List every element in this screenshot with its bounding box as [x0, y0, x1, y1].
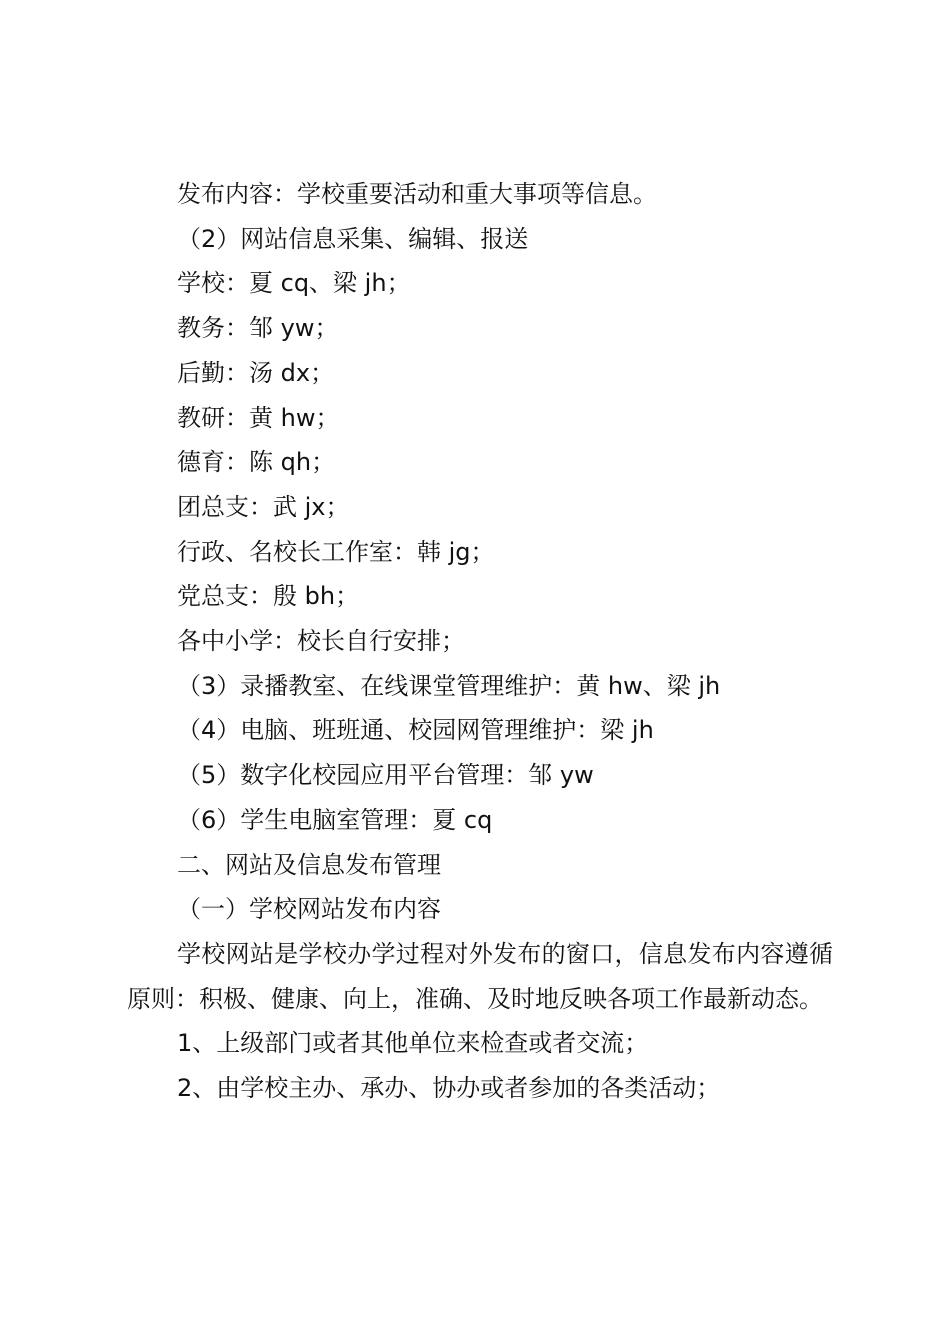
staff-academic-line: 教务：邹 yw； [177, 314, 339, 343]
staff-research-line: 教研：黄 hw； [177, 403, 340, 432]
section-6-line: （6）学生电脑室管理：夏 cq [177, 805, 493, 834]
section-2-heading: （2）网站信息采集、编辑、报送 [177, 224, 529, 253]
staff-schools-line: 各中小学：校长自行安排； [177, 627, 465, 656]
chapter-2-heading: 二、网站及信息发布管理 [177, 850, 441, 879]
document-body [127, 172, 833, 1111]
list-item-1: 1、上级部门或者其他单位来检查或者交流； [177, 1029, 649, 1058]
staff-moral-line: 德育：陈 qh； [177, 448, 336, 477]
staff-logistics-line: 后勤：汤 dx； [177, 358, 335, 387]
staff-party-line: 党总支：殷 bh； [177, 582, 360, 611]
publish-content-line: 发布内容：学校重要活动和重大事项等信息。 [177, 180, 657, 208]
staff-league-line: 团总支：武 jx； [177, 492, 350, 521]
section-5-line: （5）数字化校园应用平台管理：邹 yw [177, 761, 594, 790]
staff-school-line: 学校：夏 cq、梁 jh； [177, 269, 411, 298]
staff-admin-line: 行政、名校长工作室：韩 jg； [177, 537, 495, 566]
section-4-line: （4）电脑、班班通、校园网管理维护：梁 jh [177, 716, 654, 745]
list-item-2: 2、由学校主办、承办、协办或者参加的各类活动； [177, 1074, 721, 1103]
section-3-line: （3）录播教室、在线课堂管理维护：黄 hw、梁 jh [177, 671, 721, 700]
subsection-1-heading: （一）学校网站发布内容 [177, 895, 441, 924]
website-principles-paragraph: 学校网站是学校办学过程对外发布的窗口，信息发布内容遵循原则：积极、健康、向上，准确、及时地反映各项工作最新动态。 [127, 939, 833, 1013]
